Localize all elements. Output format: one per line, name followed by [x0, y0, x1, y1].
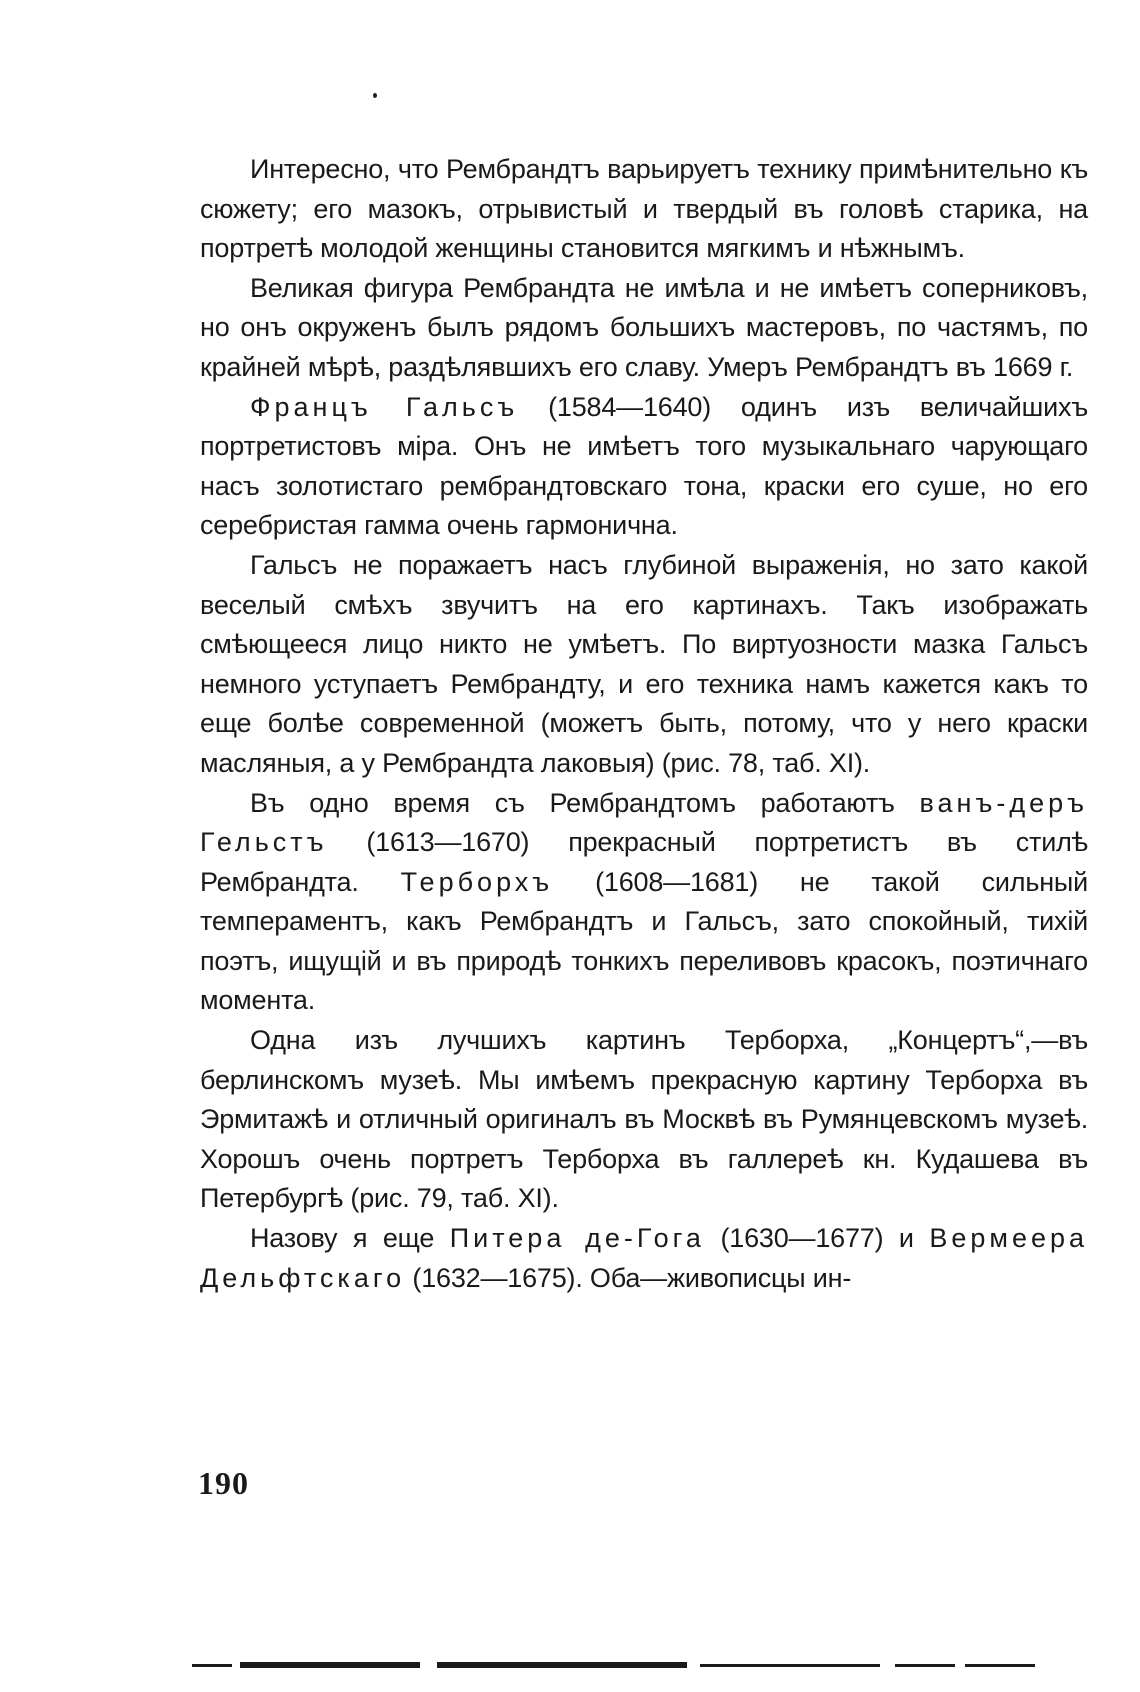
- name-frans-hals: Францъ Гальсъ: [250, 391, 519, 422]
- name-van-der-helst: ванъ-деръ Гельстъ: [200, 787, 1088, 858]
- rule-segment: [700, 1664, 880, 1667]
- rule-segment: [437, 1662, 687, 1668]
- paragraph-hals-laughter: Гальсъ не поражаетъ насъ глубиной выраженія, но зато какой веселый смѣхъ звучитъ на его картинахъ. Такъ изображать смѣющееся лицо никто не умѣетъ. По виртуозности мазка Гальсъ немного уступаетъ Рембрандту, и его техника намъ кажется какъ то еще болѣе современной (можетъ быть, потому, что у него краски масляныя, а у Рембрандта лаковыя) (рис. 78, таб. XI).: [200, 549, 1088, 778]
- paragraph-rembrandt-technique: Интересно, что Рембрандтъ варьируетъ технику примѣнительно къ сюжету; его мазокъ, отрывистый и твердый въ головѣ старика, на портретѣ молодой женщины становится мягкимъ и нѣжнымъ.: [200, 154, 1088, 264]
- body-text: [200, 150, 1088, 1298]
- paragraph-terborch-works: Одна изъ лучшихъ картинъ Терборха, „Концертъ“,—въ берлинскомъ музеѣ. Мы имѣемъ прекрасную картину Терборха въ Эрмитажѣ и отличный оригиналъ въ Москвѣ въ Румянцевскомъ музеѣ. Хорошъ очень портретъ Терборха въ галлереѣ кн. Кудашева въ Петербургѣ (рис. 79, таб. XI).: [200, 1025, 1088, 1214]
- paragraph-rembrandt-figure: Великая фигура Рембрандта не имѣла и не имѣетъ соперниковъ, но онъ окруженъ былъ рядомъ большихъ мастеровъ, по частямъ, по крайней мѣрѣ, раздѣлявшихъ его славу. Умеръ Рембрандтъ въ 1669 г.: [200, 272, 1088, 382]
- paragraph-de-hooch-vermeer: Назову я еще Питера де-Гога (1630—1677) и Вермеера Дельфтскаго (1632—1675). Оба—живописцы ин-: [200, 1223, 1089, 1293]
- name-pieter-de-hooch: Питера де-Гога: [449, 1223, 705, 1254]
- paragraph-van-der-helst: Въ одно время съ Рембрандтомъ работаютъ ванъ-деръ Гельстъ (1613—1670) прекрасный портретистъ въ стилѣ Рембрандта. Терборхъ (1608—1681) не такой сильный темпераментъ, какъ Рембрандтъ и Гальсъ, зато спокойный, тихій поэтъ, ищущій и въ природѣ тонкихъ переливовъ красокъ, поэтичнаго момента.: [200, 787, 1088, 1016]
- name-terborch: Терборхъ: [400, 866, 554, 897]
- print-speck: [373, 93, 377, 98]
- rule-segment: [965, 1664, 1035, 1667]
- rule-segment: [192, 1664, 232, 1667]
- rule-segment: [240, 1662, 420, 1668]
- name-vermeer: Вермеера Дельфтскаго: [200, 1223, 1089, 1293]
- rule-segment: [895, 1664, 955, 1667]
- page-number: 190: [198, 1465, 249, 1501]
- paragraph-hals-intro: Францъ Гальсъ (1584—1640) одинъ изъ величайшихъ портретистовъ міра. Онъ не имѣетъ того музыкальнаго чарующаго насъ золотистаго рембрандтовскаго тона, краски его суше, но его серебристая гамма очень гармонична.: [200, 391, 1088, 541]
